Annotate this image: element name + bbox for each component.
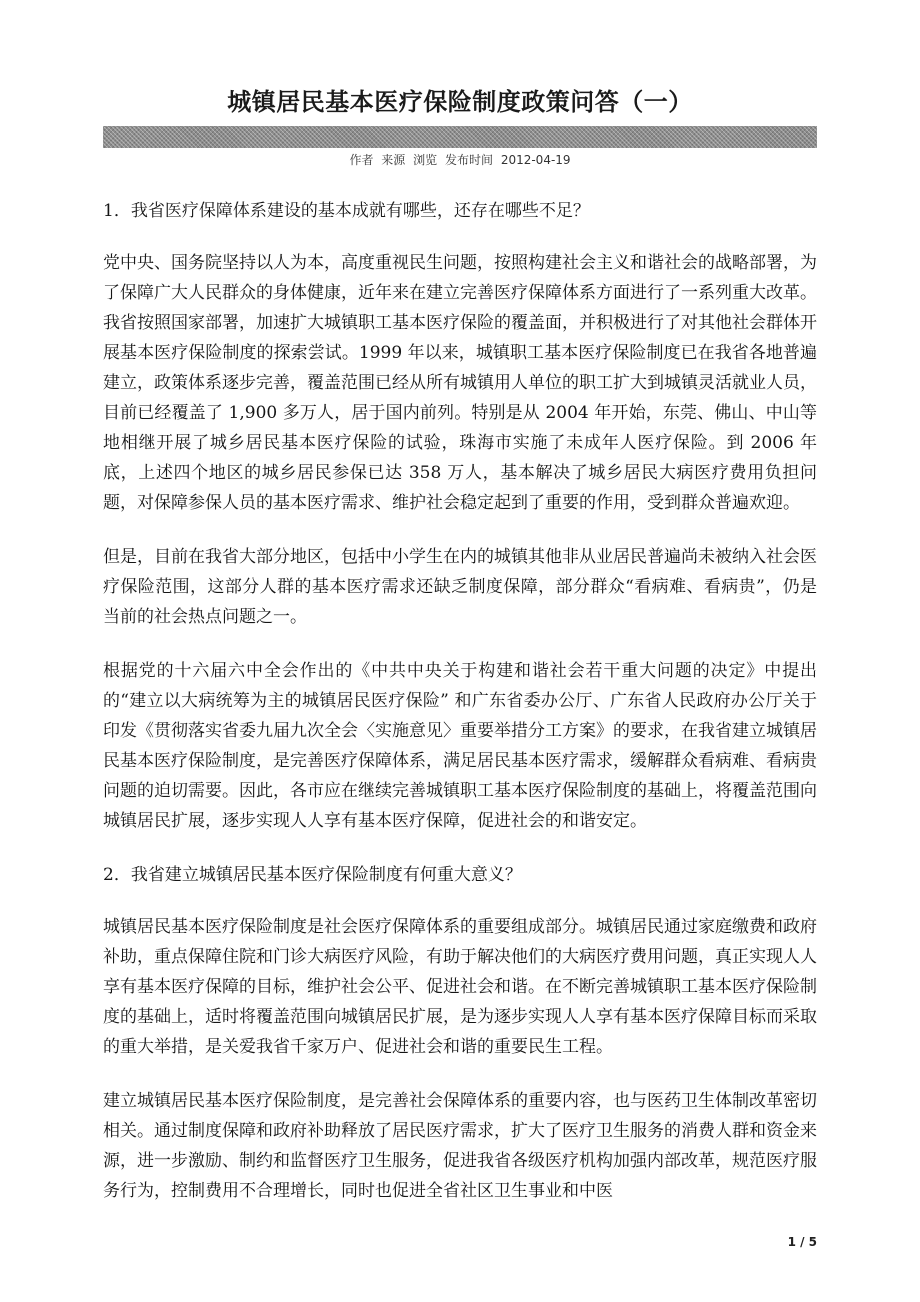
- source-label: 来源: [381, 153, 406, 167]
- article-meta: [103, 150, 817, 170]
- question-2: 2．我省建立城镇居民基本医疗保险制度有何重大意义？: [103, 865, 522, 885]
- paragraph-3: 根据党的十六届六中全会作出的《中共中央关于构建和谐社会若干重大问题的决定》中提出的“建立以大病统筹为主的城镇居民医疗保险” 和广东省委办公厅、广东省人民政府办公厅关于印发《贯彻落实省委九届九次全会〈实施意见〉重要举措分工方案》的要求，在我省建立城镇居民基本医疗保险制度，是完善医疗保障体系，满足居民基本医疗需求，缓解群众看病难、看病贵问题的迫切需要。因此，各市应在继续完善城镇职工基本医疗保险制度的基础上，将覆盖范围向城镇居民扩展，逐步实现人人享有基本医疗保障，促进社会的和谐安定。: [103, 661, 817, 831]
- publish-date: 2012-04-19: [500, 153, 571, 167]
- document-body: [103, 196, 817, 1230]
- views-label: 浏览: [413, 153, 438, 167]
- author-label: 作者: [349, 153, 374, 167]
- paragraph-2: 但是，目前在我省大部分地区，包括中小学生在内的城镇其他非从业居民普遍尚未被纳入社会医疗保险范围，这部分人群的基本医疗需求还缺乏制度保障，部分群众“看病难、看病贵”，仍是当前的社会热点问题之一。: [103, 547, 817, 627]
- publish-label: 发布时间: [444, 153, 493, 167]
- title-divider-band: [103, 126, 817, 148]
- paragraph-1: 党中央、国务院坚持以人为本，高度重视民生问题，按照构建社会主义和谐社会的战略部署，为了保障广大人民群众的身体健康，近年来在建立完善医疗保障体系方面进行了一系列重大改革。我省按照国家部署，加速扩大城镇职工基本医疗保险的覆盖面，并积极进行了对其他社会群体开展基本医疗保险制度的探索尝试。1999 年以来，城镇职工基本医疗保险制度已在我省各地普遍建立，政策体系逐步完善，覆盖范围已经从所有城镇用人单位的职工扩大到城镇灵活就业人员，目前已经覆盖了 1,900 多万人，居于国内前列。特别是从 2004 年开始，东莞、佛山、中山等地相继开展了城乡居民基本医疗保险的试验，珠海市实施了未成年人医疗保险。到 2006 年底，上述四个地区的城乡居民参保已达 358 万人，基本解决了城乡居民大病医疗费用负担问题，对保障参保人员的基本医疗需求、维护社会稳定起到了重要的作用，受到群众普遍欢迎。: [103, 253, 817, 513]
- document-title: 城镇居民基本医疗保险制度政策问答（一）: [227, 88, 693, 116]
- page-indicator: 1 / 5: [787, 1235, 817, 1249]
- paragraph-5: 建立城镇居民基本医疗保险制度，是完善社会保障体系的重要内容，也与医药卫生体制改革密切相关。通过制度保障和政府补助释放了居民医疗需求，扩大了医疗卫生服务的消费人群和资金来源，进一步激励、制约和监督医疗卫生服务，促进我省各级医疗机构加强内部改革，规范医疗服务行为，控制费用不合理增长，同时也促进全省社区卫生事业和中医: [103, 1091, 817, 1201]
- question-1: 1．我省医疗保障体系建设的基本成就有哪些，还存在哪些不足？: [103, 201, 590, 221]
- paragraph-4: 城镇居民基本医疗保险制度是社会医疗保障体系的重要组成部分。城镇居民通过家庭缴费和政府补助，重点保障住院和门诊大病医疗风险，有助于解决他们的大病医疗费用问题，真正实现人人享有基本医疗保障的目标，维护社会公平、促进社会和谐。在不断完善城镇职工基本医疗保险制度的基础上，适时将覆盖范围向城镇居民扩展，是为逐步实现人人享有基本医疗保障目标而采取的重大举措，是关爱我省千家万户、促进社会和谐的重要民生工程。: [103, 917, 817, 1057]
